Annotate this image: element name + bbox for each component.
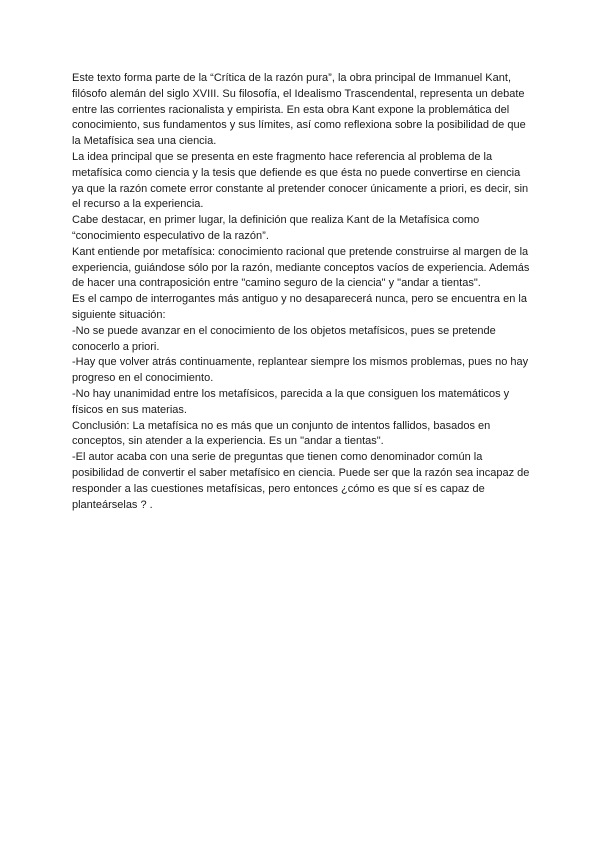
document-page [72,71,530,513]
paragraph-definition: Cabe destacar, en primer lugar, la definición que realiza Kant de la Metafísica como “conocimiento especulativo de la razón”. [72,214,480,242]
paragraph-main-idea: La idea principal que se presenta en este fragmento hace referencia al problema de la metafísica como ciencia y la tesis que defiende es que ésta no puede convertirse en ciencia ya que la razón comete error constante al pretender conocer únicamente a priori, es decir, sin el recurso a la experiencia. [72,150,529,211]
list-item-go-back: -Hay que volver atrás continuamente, replantear siempre los mismos problemas, pues no hay progreso en el conocimiento. [72,356,529,385]
list-item-no-progress: -No se puede avanzar en el conocimiento de los objetos metafísicos, pues se pretende conocerlo a priori. [72,324,496,353]
paragraph-final-questions: -El autor acaba con una serie de preguntas que tienen como denominador común la posibilidad de convertir el saber metafísico en ciencia. Puede ser que la razón sea incapaz de responder a las cuestiones metafísicas, pero entonces ¿cómo es que sí es capaz de planteárselas ? . [72,451,530,511]
paragraph-metaphysics-meaning: Kant entiende por metafísica: conocimiento racional que pretende construirse al margen de la experiencia, guiándose sólo por la razón, mediante conceptos vacíos de experiencia. Además de hacer una contraposición entre "camino seguro de la ciencia" y "andar a tientas". [72,245,530,290]
paragraph-introduction: Este texto forma parte de la “Crítica de la razón pura”, la obra principal de Immanuel Kant, filósofo alemán del siglo XVIII. Su filosofía, el Idealismo Trascendental, representa un debate entre las corrientes racionalista y empirista. En esta obra Kant expone la problemática del conocimiento, sus fundamentos y sus límites, así como reflexiona sobre la posibilidad de que la Metafísica sea una ciencia. [72,72,526,148]
paragraph-conclusion: Conclusión: La metafísica no es más que un conjunto de intentos fallidos, basados en conceptos, sin atender a la experiencia. Es un "andar a tientas". [72,419,491,448]
paragraph-field-of-questions: Es el campo de interrogantes más antiguo y no desaparecerá nunca, pero se encuentra en la siguiente situación: [72,293,527,321]
list-item-no-unanimity: -No hay unanimidad entre los metafísicos, parecida a la que consiguen los matemáticos y físicos en sus materias. [72,387,510,416]
